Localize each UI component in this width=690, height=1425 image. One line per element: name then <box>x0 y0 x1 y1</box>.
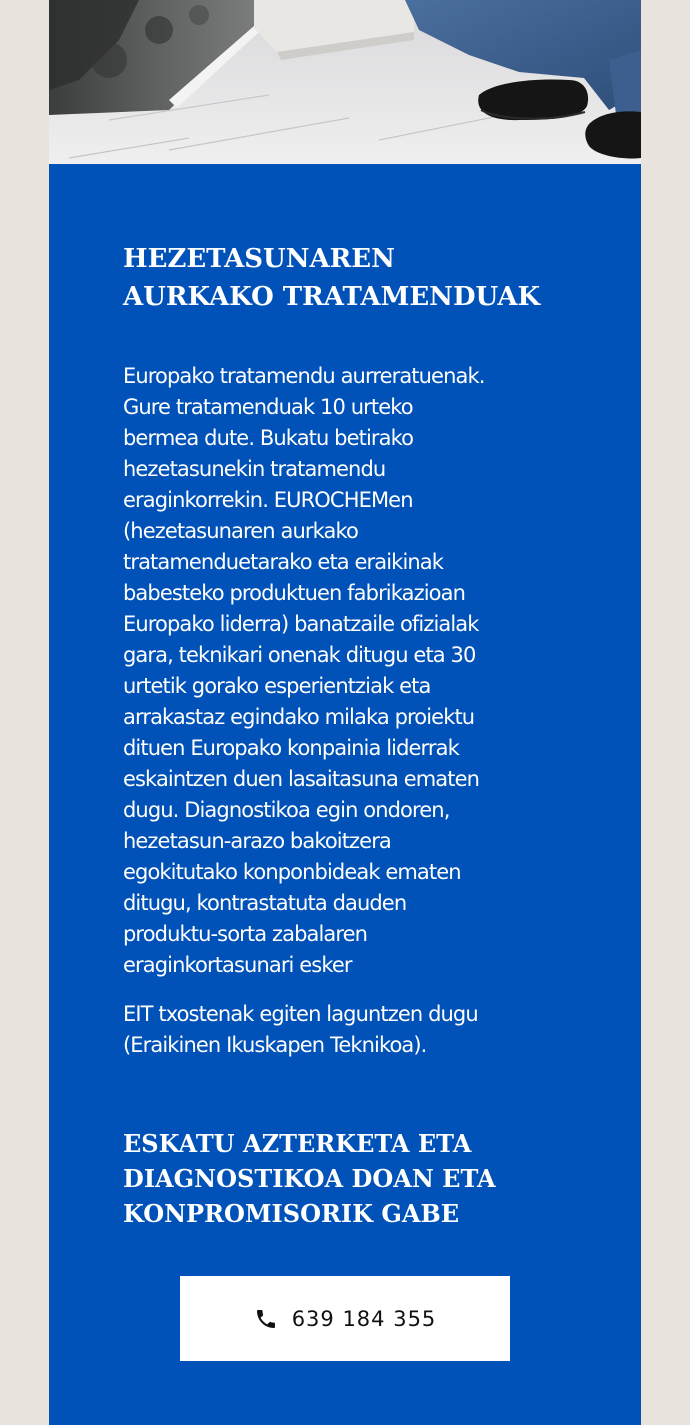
paragraph-line: EIT txostenak egiten laguntzen dugu <box>123 1002 478 1026</box>
cta-title-line: DIAGNOSTIKOA DOAN ETA <box>123 1164 496 1193</box>
page-margin-right <box>641 0 690 1425</box>
phone-number: 639 184 355 <box>291 1306 437 1331</box>
paragraph-line: bermea dute. Bukatu betirako <box>123 426 414 450</box>
hero-photo-illustration <box>49 0 641 164</box>
paragraph-line: eskaintzen duen lasaitasuna ematen <box>123 767 480 791</box>
phone-icon <box>254 1307 278 1331</box>
paragraph-line: dituen Europako konpainia liderrak <box>123 736 459 760</box>
paragraph-line: Europako liderra) banatzaile ofizialak <box>123 612 479 636</box>
paragraph-line: hezetasun-arazo bakoitzera <box>123 829 391 853</box>
cta-title-line: ESKATU AZTERKETA ETA <box>123 1129 472 1158</box>
paragraph-line: hezetasunekin tratamendu <box>123 457 386 481</box>
page-margin-left <box>0 0 49 1425</box>
cta-title <box>123 1126 496 1231</box>
paragraph-line: gara, teknikari onenak ditugu eta 30 <box>123 643 476 667</box>
section-title <box>123 240 540 316</box>
paragraph-line: urtetik gorako esperientziak eta <box>123 674 431 698</box>
paragraph-line: eraginkortasunari esker <box>123 953 352 977</box>
paragraph-line: Gure tratamenduak 10 urteko <box>123 395 413 419</box>
paragraph-line: babesteko produktuen fabrikazioan <box>123 581 465 605</box>
description-paragraph <box>123 361 573 981</box>
paragraph-line: arrakastaz egindako milaka proiektu <box>123 705 475 729</box>
section-title-line: HEZETASUNAREN <box>123 244 395 274</box>
paragraph-line: ditugu, kontrastatuta dauden <box>123 891 407 915</box>
content-panel <box>49 164 641 1425</box>
call-phone-button[interactable] <box>180 1276 510 1361</box>
eit-paragraph <box>123 999 573 1061</box>
section-title-line: AURKAKO TRATAMENDUAK <box>123 282 541 312</box>
paragraph-line: dugu. Diagnostikoa egin ondoren, <box>123 798 450 822</box>
paragraph-line: (hezetasunaren aurkako <box>123 519 358 543</box>
paragraph-line: Europako tratamendu aurreratuenak. <box>123 364 485 388</box>
paragraph-line: egokitutako konponbideak ematen <box>123 860 461 884</box>
paragraph-line: (Eraikinen Ikuskapen Teknikoa). <box>123 1033 427 1057</box>
paragraph-line: eraginkorrekin. EUROCHEMen <box>123 488 413 512</box>
hero-photo <box>49 0 641 164</box>
cta-title-line: KONPROMISORIK GABE <box>123 1199 460 1228</box>
paragraph-line: produktu-sorta zabalaren <box>123 922 368 946</box>
paragraph-line: tratamenduetarako eta eraikinak <box>123 550 444 574</box>
